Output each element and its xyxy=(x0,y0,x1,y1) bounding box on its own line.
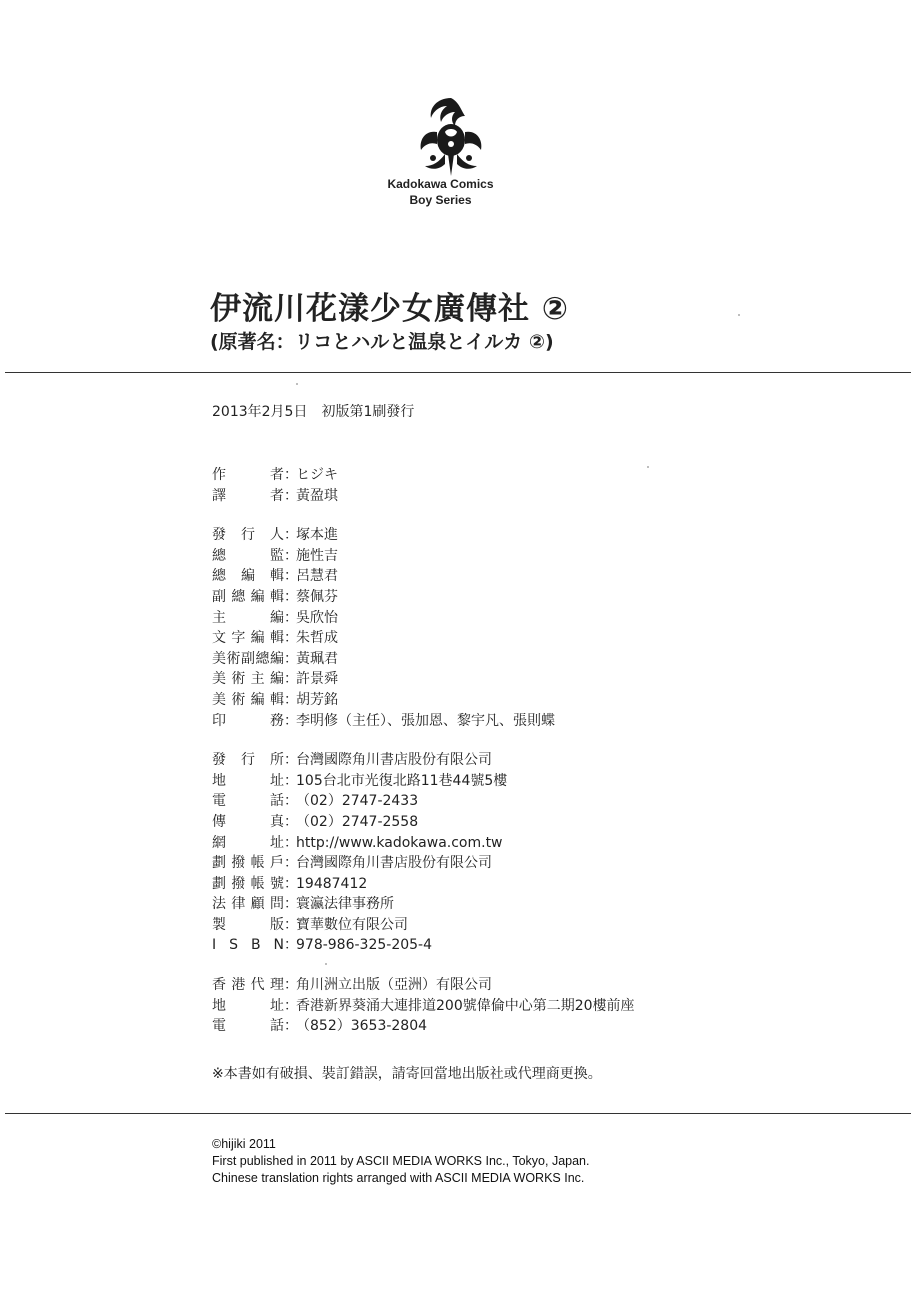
scan-speck xyxy=(647,466,649,468)
credit-row xyxy=(212,566,635,587)
scan-speck xyxy=(738,314,740,316)
credit-label: 譯 者 xyxy=(212,487,284,504)
credit-row xyxy=(212,486,635,507)
credit-separator: ： xyxy=(284,1018,298,1035)
credit-separator: ： xyxy=(284,997,298,1014)
credit-label: 傳 真 xyxy=(212,813,284,830)
copyright-line: First published in 2011 by ASCII MEDIA WORKS Inc., Tokyo, Japan. xyxy=(212,1154,590,1168)
credit-separator: ： xyxy=(284,875,298,892)
credit-label: 文字編輯 xyxy=(212,630,284,647)
edition-date: 2013年2月5日 初版第1刷發行 xyxy=(212,404,415,420)
credit-row xyxy=(212,669,635,690)
credit-value: 978-986-325-205-4 xyxy=(296,937,433,954)
credit-value: http://www.kadokawa.com.tw xyxy=(296,834,503,851)
credit-row xyxy=(212,608,635,629)
credits-block xyxy=(212,465,635,1037)
credit-row xyxy=(212,690,635,711)
original-title: (原著名：リコとハルと温泉とイルカ ②) xyxy=(210,331,554,353)
credit-row xyxy=(212,771,635,792)
credit-label: 總編輯 xyxy=(212,568,284,585)
scan-speck xyxy=(325,963,327,965)
credit-value: 香港新界葵涌大連排道200號偉倫中心第二期20樓前座 xyxy=(296,997,635,1014)
credit-separator: ： xyxy=(284,752,298,769)
credit-label: 劃撥帳戶 xyxy=(212,855,284,872)
credit-separator: ： xyxy=(284,547,298,564)
credit-value: 許景舜 xyxy=(296,671,338,688)
credit-label: 副總編輯 xyxy=(212,588,284,605)
credit-label: 發行人 xyxy=(212,527,284,544)
credit-label: 劃撥帳號 xyxy=(212,875,284,892)
copyright-line: Chinese translation rights arranged with ASCII MEDIA WORKS Inc. xyxy=(212,1171,585,1185)
credit-label: 香港代理 xyxy=(212,977,284,994)
credit-separator: ： xyxy=(284,712,298,729)
credit-value: 黃盈琪 xyxy=(296,487,338,504)
credit-label: 主 編 xyxy=(212,609,284,626)
credit-separator: ： xyxy=(284,467,298,483)
credit-row xyxy=(212,1016,635,1037)
credit-label: 作 者 xyxy=(212,467,284,483)
credit-label: 美術副總編 xyxy=(212,650,284,667)
credit-label: 發行所 xyxy=(212,752,284,769)
credit-label: 美術編輯 xyxy=(212,691,284,708)
group-spacer xyxy=(212,731,635,750)
credit-row xyxy=(212,628,635,649)
credit-value: 朱哲成 xyxy=(296,630,338,647)
credit-separator: ： xyxy=(284,916,298,933)
replacement-notice: ※本書如有破損、裝訂錯誤，請寄回當地出版社或代理商更換。 xyxy=(212,1066,602,1082)
group-spacer xyxy=(212,506,635,525)
book-title: 伊流川花漾少女廣傳社 ② xyxy=(210,291,570,327)
credit-value: （02）2747-2558 xyxy=(296,813,419,830)
credit-label: 法律顧問 xyxy=(212,896,284,913)
credit-value: 19487412 xyxy=(296,875,368,892)
credit-value: 呂慧君 xyxy=(296,568,338,585)
credit-label: 印 務 xyxy=(212,712,284,729)
credit-value: 105台北市光復北路11巷44號5樓 xyxy=(296,772,508,789)
credit-value: （852）3653-2804 xyxy=(296,1018,428,1035)
credit-row xyxy=(212,546,635,567)
credit-value: 寶華數位有限公司 xyxy=(296,916,408,933)
credit-separator: ： xyxy=(284,487,298,504)
credit-row xyxy=(212,853,635,874)
credit-row xyxy=(212,711,635,732)
credit-label: I S B N xyxy=(212,937,284,954)
credit-row xyxy=(212,915,635,936)
divider-bottom xyxy=(5,1113,911,1114)
credit-value: 角川洲立出版（亞洲）有限公司 xyxy=(296,977,492,994)
credit-label: 製 版 xyxy=(212,916,284,933)
credit-separator: ： xyxy=(284,588,298,605)
credit-separator: ： xyxy=(284,527,298,544)
credit-row xyxy=(212,894,635,915)
credit-row xyxy=(212,525,635,546)
credit-label: 網 址 xyxy=(212,834,284,851)
copyright-block xyxy=(212,1136,589,1187)
credit-row xyxy=(212,791,635,812)
phoenix-emblem-icon xyxy=(415,92,487,180)
series-line-2: Boy Series xyxy=(409,193,472,207)
credit-row xyxy=(212,833,635,854)
credit-separator: ： xyxy=(284,630,298,647)
credit-row xyxy=(212,649,635,670)
credit-separator: ： xyxy=(284,609,298,626)
credit-separator: ： xyxy=(284,937,298,954)
credit-label: 總 監 xyxy=(212,547,284,564)
copyright-line: ©hijiki 2011 xyxy=(212,1137,276,1151)
credit-separator: ： xyxy=(284,772,298,789)
credit-separator: ： xyxy=(284,896,298,913)
credit-label: 地 址 xyxy=(212,772,284,789)
credit-separator: ： xyxy=(284,813,298,830)
credit-separator: ： xyxy=(284,977,298,994)
credit-row xyxy=(212,935,635,956)
credit-row xyxy=(212,812,635,833)
credit-value: 塚本進 xyxy=(296,527,338,544)
credit-separator: ： xyxy=(284,793,298,810)
credit-row xyxy=(212,996,635,1017)
credit-value: 台灣國際角川書店股份有限公司 xyxy=(296,752,492,769)
credit-value: 吳欣怡 xyxy=(296,609,338,626)
credit-label: 電 話 xyxy=(212,793,284,810)
credit-value: （02）2747-2433 xyxy=(296,793,419,810)
credit-separator: ： xyxy=(284,568,298,585)
credit-value: 台灣國際角川書店股份有限公司 xyxy=(296,855,492,872)
credit-separator: ： xyxy=(284,671,298,688)
credit-row xyxy=(212,874,635,895)
credit-label: 地 址 xyxy=(212,997,284,1014)
credit-value: 寰瀛法律事務所 xyxy=(296,896,394,913)
credit-value: 蔡佩芬 xyxy=(296,588,338,605)
credit-value: 李明修（主任）、張加恩、黎宇凡、張則蝶 xyxy=(296,712,555,729)
series-line-1: Kadokawa Comics xyxy=(387,177,494,191)
credit-value: ヒジキ xyxy=(296,467,338,483)
credit-label: 美術主編 xyxy=(212,671,284,688)
credit-separator: ： xyxy=(284,855,298,872)
credit-value: 黃珮君 xyxy=(296,650,338,667)
scan-speck xyxy=(296,383,298,385)
group-spacer xyxy=(212,956,635,975)
divider-top xyxy=(5,372,911,373)
credit-row xyxy=(212,465,635,486)
credit-separator: ： xyxy=(284,834,298,851)
credit-value: 胡芳銘 xyxy=(296,691,338,708)
credit-separator: ： xyxy=(284,691,298,708)
credit-row xyxy=(212,587,635,608)
credit-separator: ： xyxy=(284,650,298,667)
credit-value: 施性吉 xyxy=(296,547,338,564)
credit-row xyxy=(212,750,635,771)
credit-label: 電 話 xyxy=(212,1018,284,1035)
credit-row xyxy=(212,975,635,996)
